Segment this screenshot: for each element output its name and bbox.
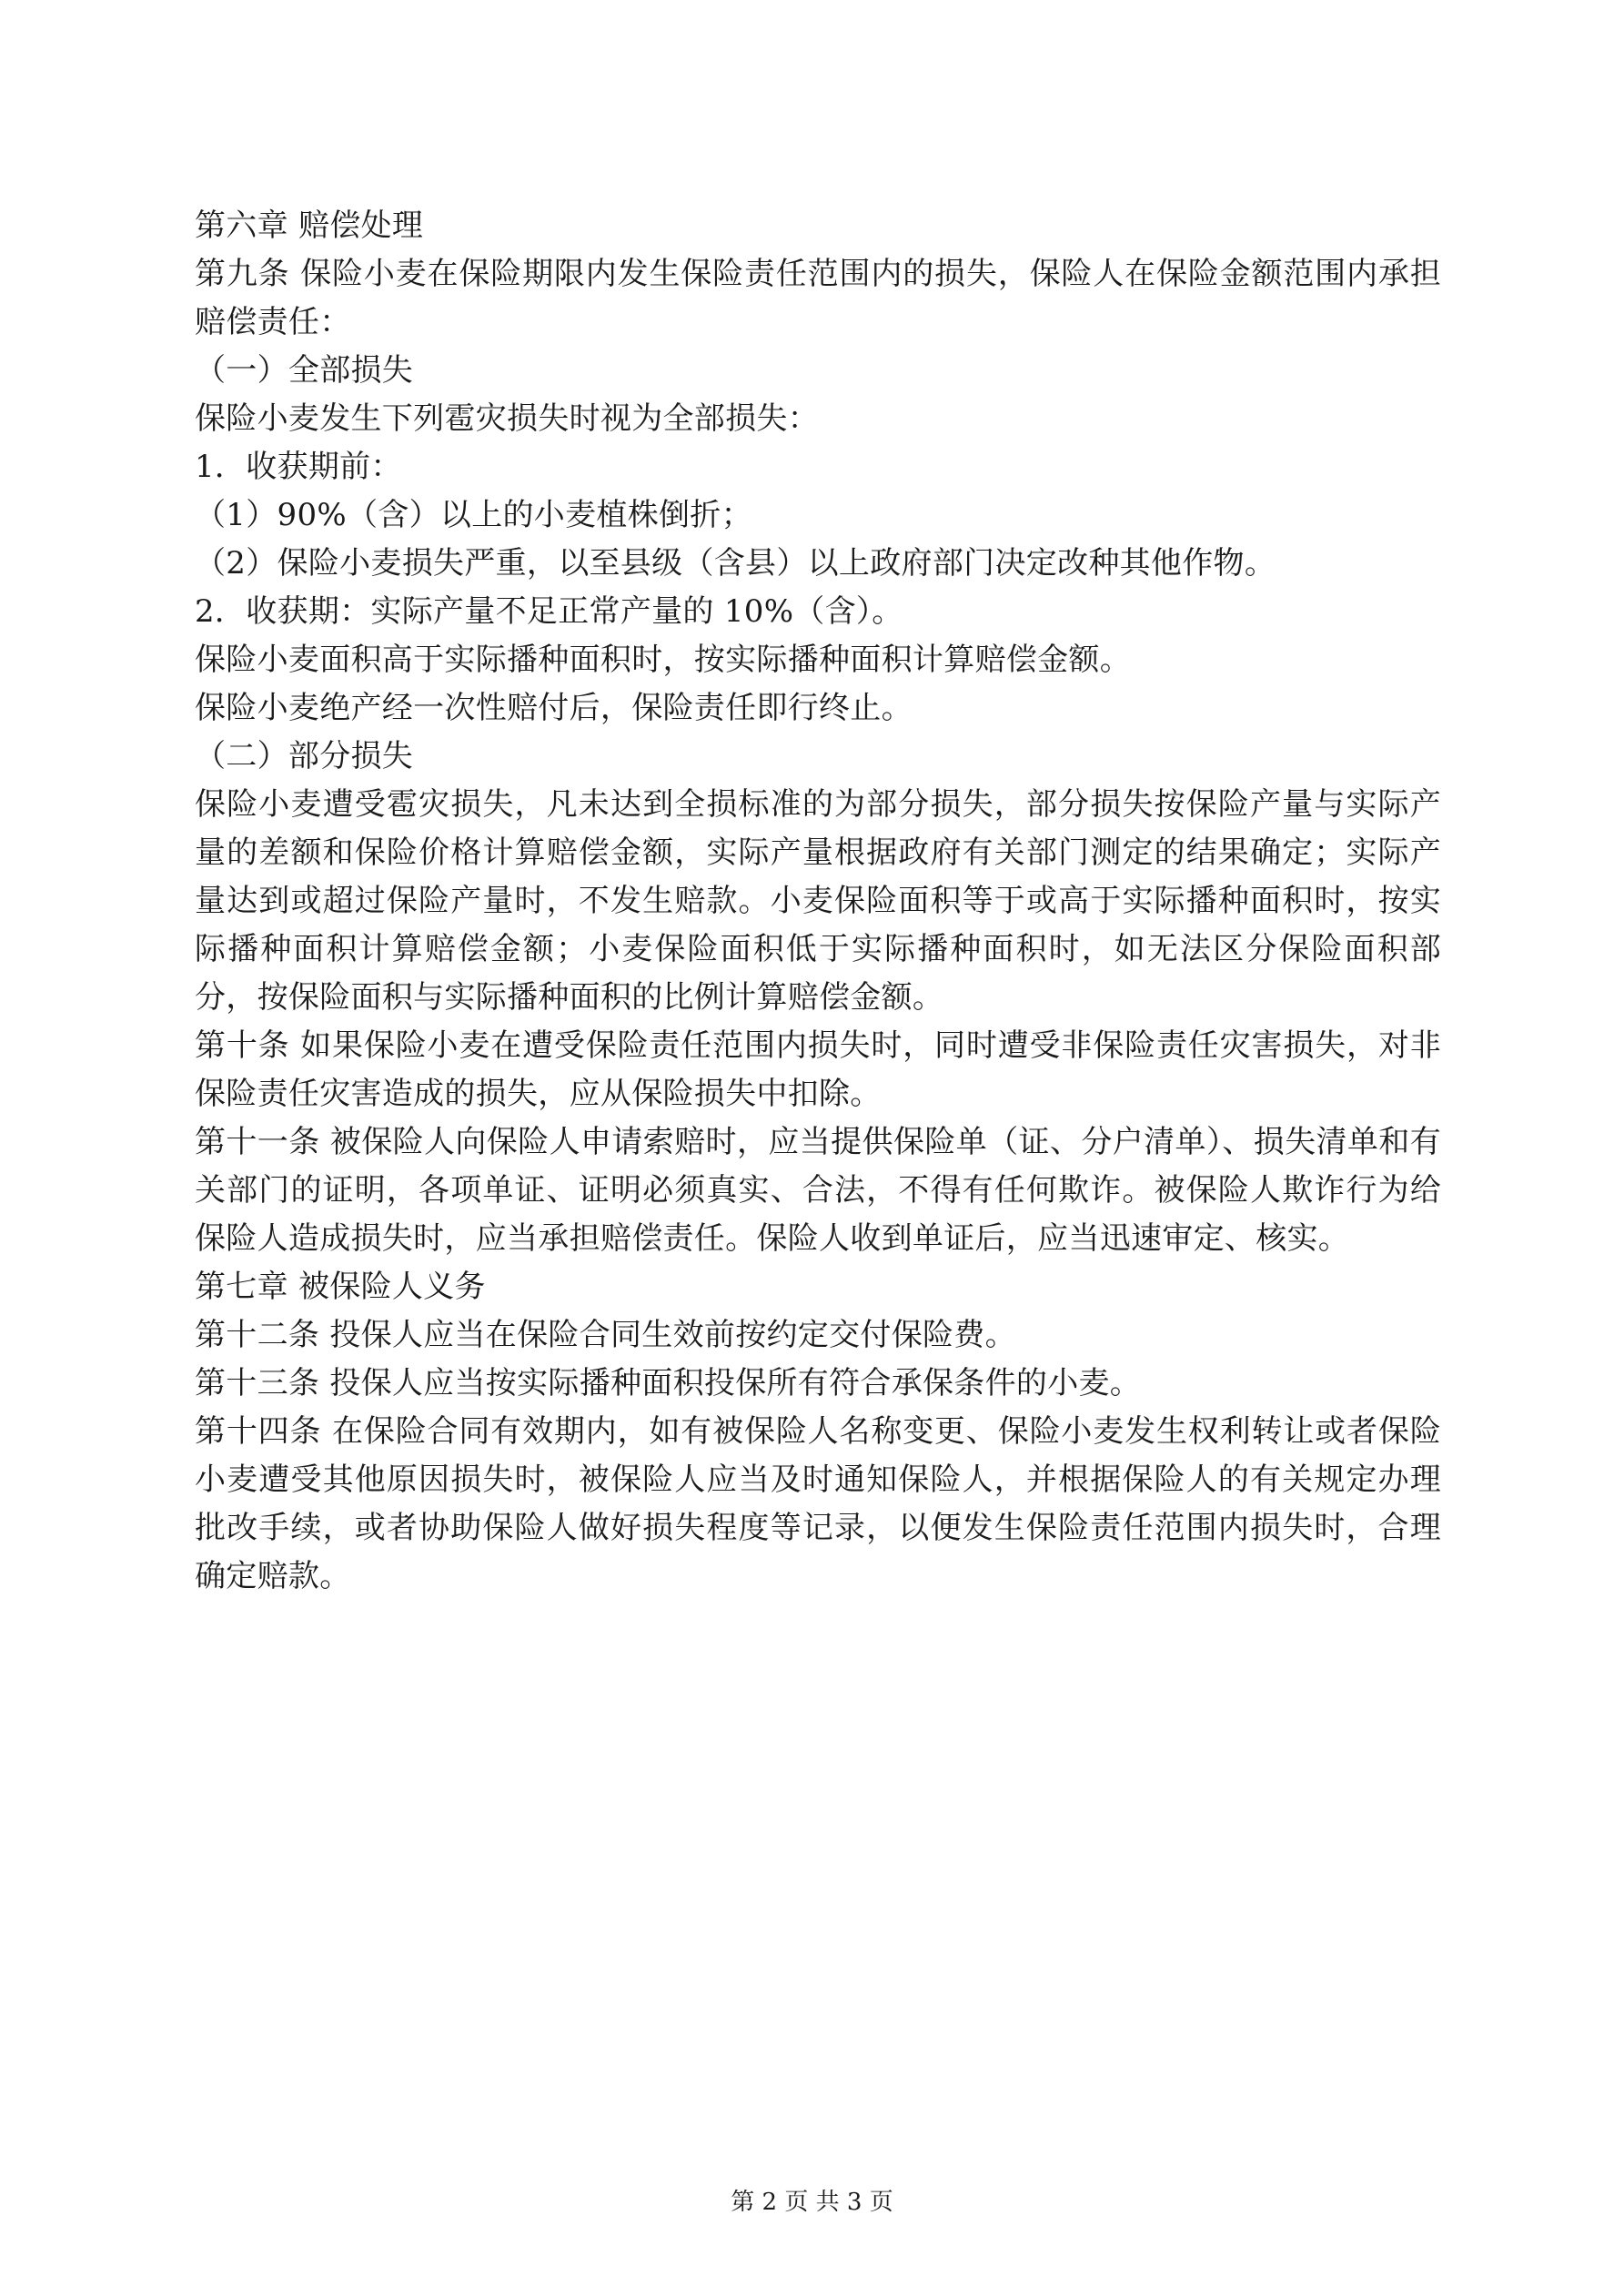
article-paragraph: 第十二条 投保人应当在保险合同生效前按约定交付保险费。 (195, 1317, 1016, 1353)
section-heading: （二）部分损失 (195, 738, 414, 774)
paragraph: 保险小麦遭受雹灾损失，凡未达到全损标准的为部分损失，部分损失按保险产量与实际产量的差额和保险价格计算赔偿金额，实际产量根据政府有关部门测定的结果确定；实际产量达到或超过保险产量时，不发生赔款。小麦保险面积等于或高于实际播种面积时，按实际播种面积计算赔偿金额；小麦保险面积低于实际播种面积时，如无法区分保险面积部分，按保险面积与实际播种面积的比例计算赔偿金额。 (195, 786, 1441, 1016)
paragraph: 保险小麦面积高于实际播种面积时，按实际播种面积计算赔偿金额。 (195, 642, 1131, 678)
article-paragraph: 第十三条 投保人应当按实际播种面积投保所有符合承保条件的小麦。 (195, 1365, 1142, 1401)
paragraph: 保险小麦发生下列雹灾损失时视为全部损失： (195, 400, 819, 437)
article-paragraph: 第十四条 在保险合同有效期内，如有被保险人名称变更、保险小麦发生权利转让或者保险小麦遭受其他原因损失时，被保险人应当及时通知保险人，并根据保险人的有关规定办理批改手续，或者协助保险人做好损失程度等记录，以便发生保险责任范围内损失时，合理确定赔款。 (195, 1413, 1441, 1594)
list-item: 1．收获期前： (195, 449, 402, 485)
paragraph: 保险小麦绝产经一次性赔付后，保险责任即行终止。 (195, 690, 913, 726)
document-body (195, 202, 1441, 1601)
article-paragraph: 第九条 保险小麦在保险期限内发生保险责任范围内的损失，保险人在保险金额范围内承担赔偿责任： (195, 256, 1441, 340)
section-heading: （一）全部损失 (195, 352, 414, 389)
article-paragraph: 第十条 如果保险小麦在遭受保险责任范围内损失时，同时遭受非保险责任灾害损失，对非保险责任灾害造成的损失，应从保险损失中扣除。 (195, 1027, 1441, 1112)
page-number-footer: 第 2 页 共 3 页 (731, 2189, 893, 2216)
list-item: （2）保险小麦损失严重，以至县级（含县）以上政府部门决定改种其他作物。 (195, 545, 1276, 582)
article-paragraph: 第十一条 被保险人向保险人申请索赔时，应当提供保险单（证、分户清单）、损失清单和有关部门的证明，各项单证、证明必须真实、合法，不得有任何欺诈。被保险人欺诈行为给保险人造成损失时，应当承担赔偿责任。保险人收到单证后，应当迅速审定、核实。 (195, 1124, 1441, 1257)
list-item: （1）90%（含）以上的小麦植株倒折； (195, 497, 752, 533)
list-item: 2．收获期：实际产量不足正常产量的 10%（含）。 (195, 593, 903, 630)
chapter-heading: 第六章 赔偿处理 (195, 207, 424, 244)
chapter-heading: 第七章 被保险人义务 (195, 1269, 486, 1305)
